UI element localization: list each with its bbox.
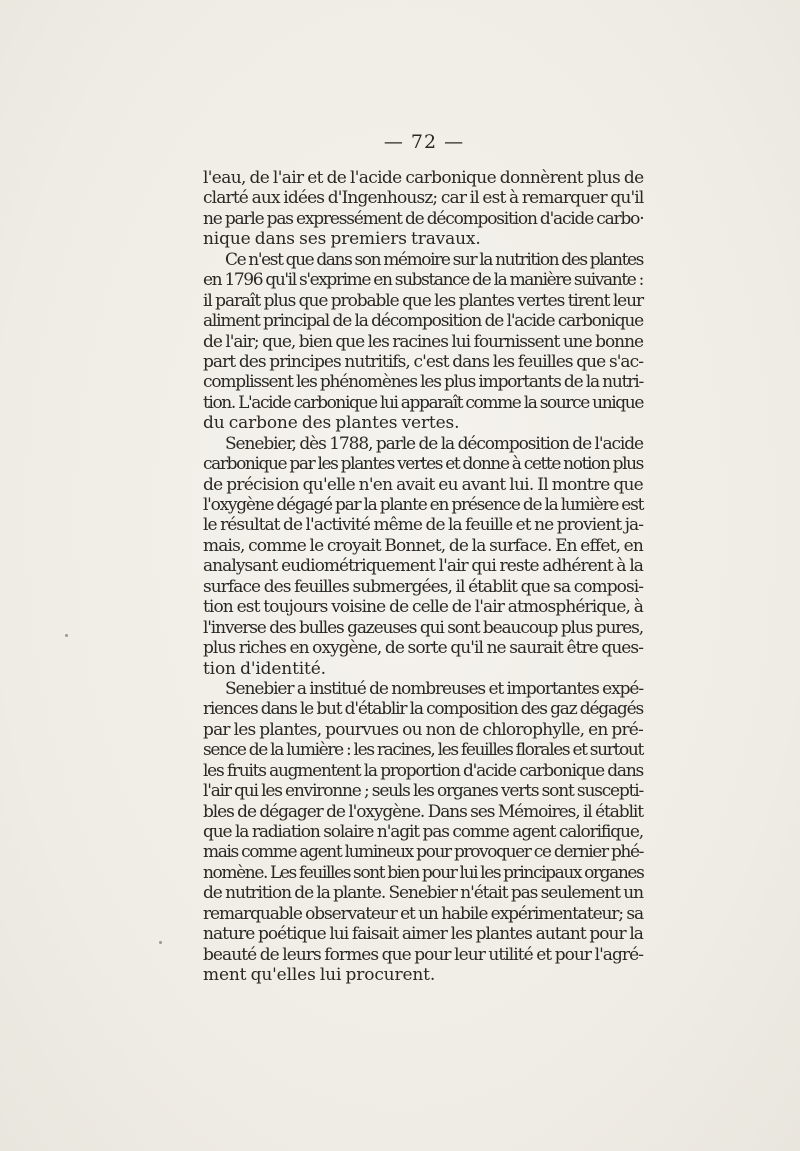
text-line: mais comme agent lumineux pour provoquer ce dernier phé- — [203, 842, 643, 863]
text-line: tion est toujours voisine de celle de l'air atmosphérique, à — [203, 597, 643, 618]
text-line: aliment principal de la décomposition de l'acide carbonique — [203, 311, 643, 332]
text-line: carbonique par les plantes vertes et donne à cette notion plus — [203, 454, 643, 475]
text-line: mais, comme le croyait Bonnet, de la surface. En effet, en — [203, 535, 643, 556]
text-line: Senebier a institué de nombreuses et importantes expé- — [225, 678, 643, 699]
text-line: de nutrition de la plante. Senebier n'était pas seulement un — [203, 883, 643, 904]
text-line: ne parle pas expressément de décomposition d'acide carbo· — [203, 208, 644, 229]
text-line: sence de la lumière : les racines, les feuilles florales et surtout — [203, 740, 643, 761]
text-line: bles de dégager de l'oxygène. Dans ses Mémoires, il établit — [203, 801, 643, 822]
text-line: le résultat de l'activité même de la feuille et ne provient ja- — [203, 515, 643, 536]
text-line: de précision qu'elle n'en avait eu avant lui. Il montre que — [203, 474, 643, 495]
text-line: nique dans ses premiers travaux. — [203, 229, 481, 250]
text-line: ment qu'elles lui procurent. — [203, 965, 436, 986]
text-line: tion. L'acide carbonique lui apparaît comme la source unique — [203, 392, 643, 413]
text-line: en 1796 qu'il s'exprime en substance de la manière suivante : — [203, 270, 643, 291]
text-line: par les plantes, pourvues ou non de chlorophylle, en pré- — [203, 719, 643, 740]
text-line: l'oxygène dégagé par la plante en présence de la lumière est — [203, 495, 644, 515]
text-line: surface des feuilles submergées, il établit que sa composi- — [203, 576, 643, 597]
text-line: Senebier, dès 1788, parle de la décomposition de l'acide — [225, 433, 643, 454]
text-line: l'inverse des bulles gazeuses qui sont beaucoup plus pures, — [203, 617, 643, 638]
text-line: nature poétique lui faisait aimer les plantes autant pour la — [203, 924, 643, 945]
text-line: les fruits augmentent la proportion d'acide carbonique dans — [203, 760, 643, 781]
text-line: du carbone des plantes vertes. — [203, 413, 460, 434]
text-line: plus riches en oxygène, de sorte qu'il ne saurait être ques- — [203, 638, 643, 659]
text-line: remarquable observateur et un habile expérimentateur; sa — [203, 903, 643, 924]
paper-speck — [65, 634, 68, 637]
text-line: beauté de leurs formes que pour leur utilité et pour l'agré- — [203, 944, 643, 965]
text-line: riences dans le but d'établir la composition des gaz dégagés — [203, 699, 643, 720]
paper-speck — [159, 941, 162, 944]
text-line: part des principes nutritifs, c'est dans les feuilles que s'ac- — [203, 351, 643, 372]
page-number: — 72 — — [383, 131, 465, 153]
text-line: analysant eudiométriquement l'air qui reste adhérent à la — [203, 556, 643, 577]
text-line: de l'air; que, bien que les racines lui fournissent une bonne — [203, 331, 643, 352]
text-line: Ce n'est que dans son mémoire sur la nutrition des plantes — [225, 249, 643, 270]
body-text — [203, 168, 643, 986]
text-line: que la radiation solaire n'agit pas comme agent calorifique, — [203, 822, 643, 842]
text-line: il paraît plus que probable que les plantes vertes tirent leur — [203, 290, 643, 311]
text-line: nomène. Les feuilles sont bien pour lui les principaux organes — [203, 862, 644, 883]
text-line: l'eau, de l'air et de l'acide carbonique donnèrent plus de — [203, 168, 644, 188]
text-line: tion d'identité. — [203, 658, 326, 679]
text-line: l'air qui les environne ; seuls les organes verts sont suscepti- — [203, 781, 643, 802]
text-line: complissent les phénomènes les plus importants de la nutri- — [203, 372, 643, 393]
text-line: clarté aux idées d'Ingenhousz; car il est à remarquer qu'il — [203, 188, 644, 209]
